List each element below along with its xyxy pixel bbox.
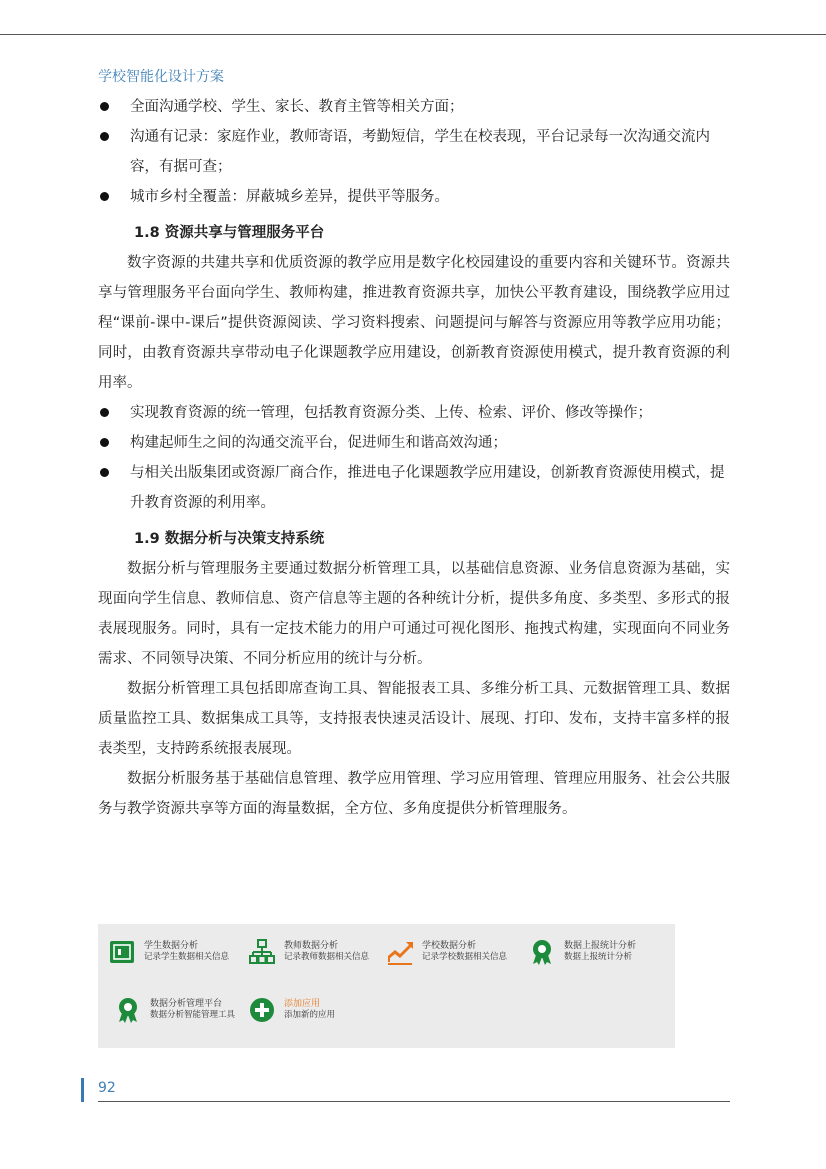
app-title: 学校数据分析 — [422, 941, 477, 951]
section-paragraph: 数据分析与管理服务主要通过数据分析管理工具，以基础信息资源、业务信息资源为基础，实现面向学生信息、教师信息、资产信息等主题的各种统计分析，提供多角度、多类型、多形式的报表展现服务。同时，具有一定技术能力的用户可通过可视化图形、拖拽式构建，实现面向不同业务需求、不同领导决策、不同分析应用的统计与分析。 — [98, 561, 730, 667]
bullet-item: 全面沟通学校、学生、家长、教育主管等相关方面； — [98, 92, 730, 122]
running-header: 学校智能化设计方案 — [98, 69, 224, 85]
app-tile-school-data[interactable] — [386, 938, 507, 966]
bullet-item: 城市乡村全覆盖：屏蔽城乡差异，提供平等服务。 — [98, 182, 730, 212]
app-launcher-screenshot — [98, 924, 675, 1048]
section-heading-1-9: 1.9 数据分析与决策支持系统 — [134, 531, 325, 547]
page-number: 92 — [98, 1080, 116, 1096]
bullet-icon — [100, 192, 109, 201]
bullet-item: 实现教育资源的统一管理，包括教育资源分类、上传、检索、评价、修改等操作； — [98, 398, 730, 428]
section-paragraph: 数字资源的共建共享和优质资源的教学应用是数字化校园建设的重要内容和关键环节。资源共享与管理服务平台面向学生、教师构建，推进教育资源共享，加快公平教育建设，围绕教学应用过程“课前-课中-课后”提供资源阅读、学习资料搜索、问题提问与解答与资源应用等教学应用功能；同时，由教育资源共享带动电子化课题教学应用建设，创新教育资源使用模式，提升教育资源的利用率。 — [98, 255, 730, 391]
bullet-item: 构建起师生之间的沟通交流平台，促进师生和谐高效沟通； — [98, 428, 730, 458]
app-tile-teacher-data[interactable] — [248, 938, 369, 966]
report-stats-icon — [528, 938, 556, 966]
bullet-item: 沟通有记录：家庭作业，教师寄语，考勤短信，学生在校表现，平台记录每一次沟通交流内容，有据可查； — [98, 122, 730, 182]
section-paragraph: 数据分析服务基于基础信息管理、教学应用管理、学习应用管理、管理应用服务、社会公共服务与教学资源共享等方面的海量数据，全方位、多角度提供分析管理服务。 — [98, 771, 730, 817]
app-subtitle: 记录学校数据相关信息 — [422, 952, 508, 962]
bullet-icon — [100, 468, 109, 477]
bullet-icon — [100, 438, 109, 447]
app-title: 学生数据分析 — [144, 941, 199, 951]
app-title: 教师数据分析 — [284, 941, 339, 951]
bullet-item: 与相关出版集团或资源厂商合作，推进电子化课题教学应用建设，创新教育资源使用模式，提升教育资源的利用率。 — [98, 458, 730, 518]
bullet-icon — [100, 408, 109, 417]
app-subtitle: 添加新的应用 — [284, 1010, 336, 1020]
student-data-icon — [108, 938, 136, 966]
bullet-icon — [100, 132, 109, 141]
app-subtitle: 数据分析智能管理工具 — [150, 1010, 236, 1020]
teacher-data-icon — [248, 938, 276, 966]
app-title: 数据分析管理平台 — [150, 999, 223, 1009]
app-subtitle: 数据上报统计分析 — [564, 952, 633, 962]
footer-accent-bar — [81, 1078, 84, 1102]
app-title: 添加应用 — [284, 999, 321, 1009]
add-app-icon — [248, 996, 276, 1024]
bullet-icon — [100, 102, 109, 111]
section-heading-1-8: 1.8 资源共享与管理服务平台 — [134, 225, 325, 241]
app-tile-analysis-platform[interactable] — [114, 996, 235, 1024]
app-tile-add-app[interactable] — [248, 996, 335, 1024]
section-paragraph: 数据分析管理工具包括即席查询工具、智能报表工具、多维分析工具、元数据管理工具、数据质量监控工具、数据集成工具等，支持报表快速灵活设计、展现、打印、发布，支持丰富多样的报表类型，支持跨系统报表展现。 — [98, 681, 730, 757]
page-body — [98, 92, 730, 824]
school-data-icon — [386, 938, 414, 966]
app-subtitle: 记录学生数据相关信息 — [144, 952, 230, 962]
analysis-platform-icon — [114, 996, 142, 1024]
top-rule — [0, 34, 826, 35]
app-tile-report-stats[interactable] — [528, 938, 636, 966]
bottom-rule — [98, 1101, 730, 1102]
app-title: 数据上报统计分析 — [564, 941, 637, 951]
app-tile-student-data[interactable] — [108, 938, 229, 966]
app-subtitle: 记录教师数据相关信息 — [284, 952, 370, 962]
